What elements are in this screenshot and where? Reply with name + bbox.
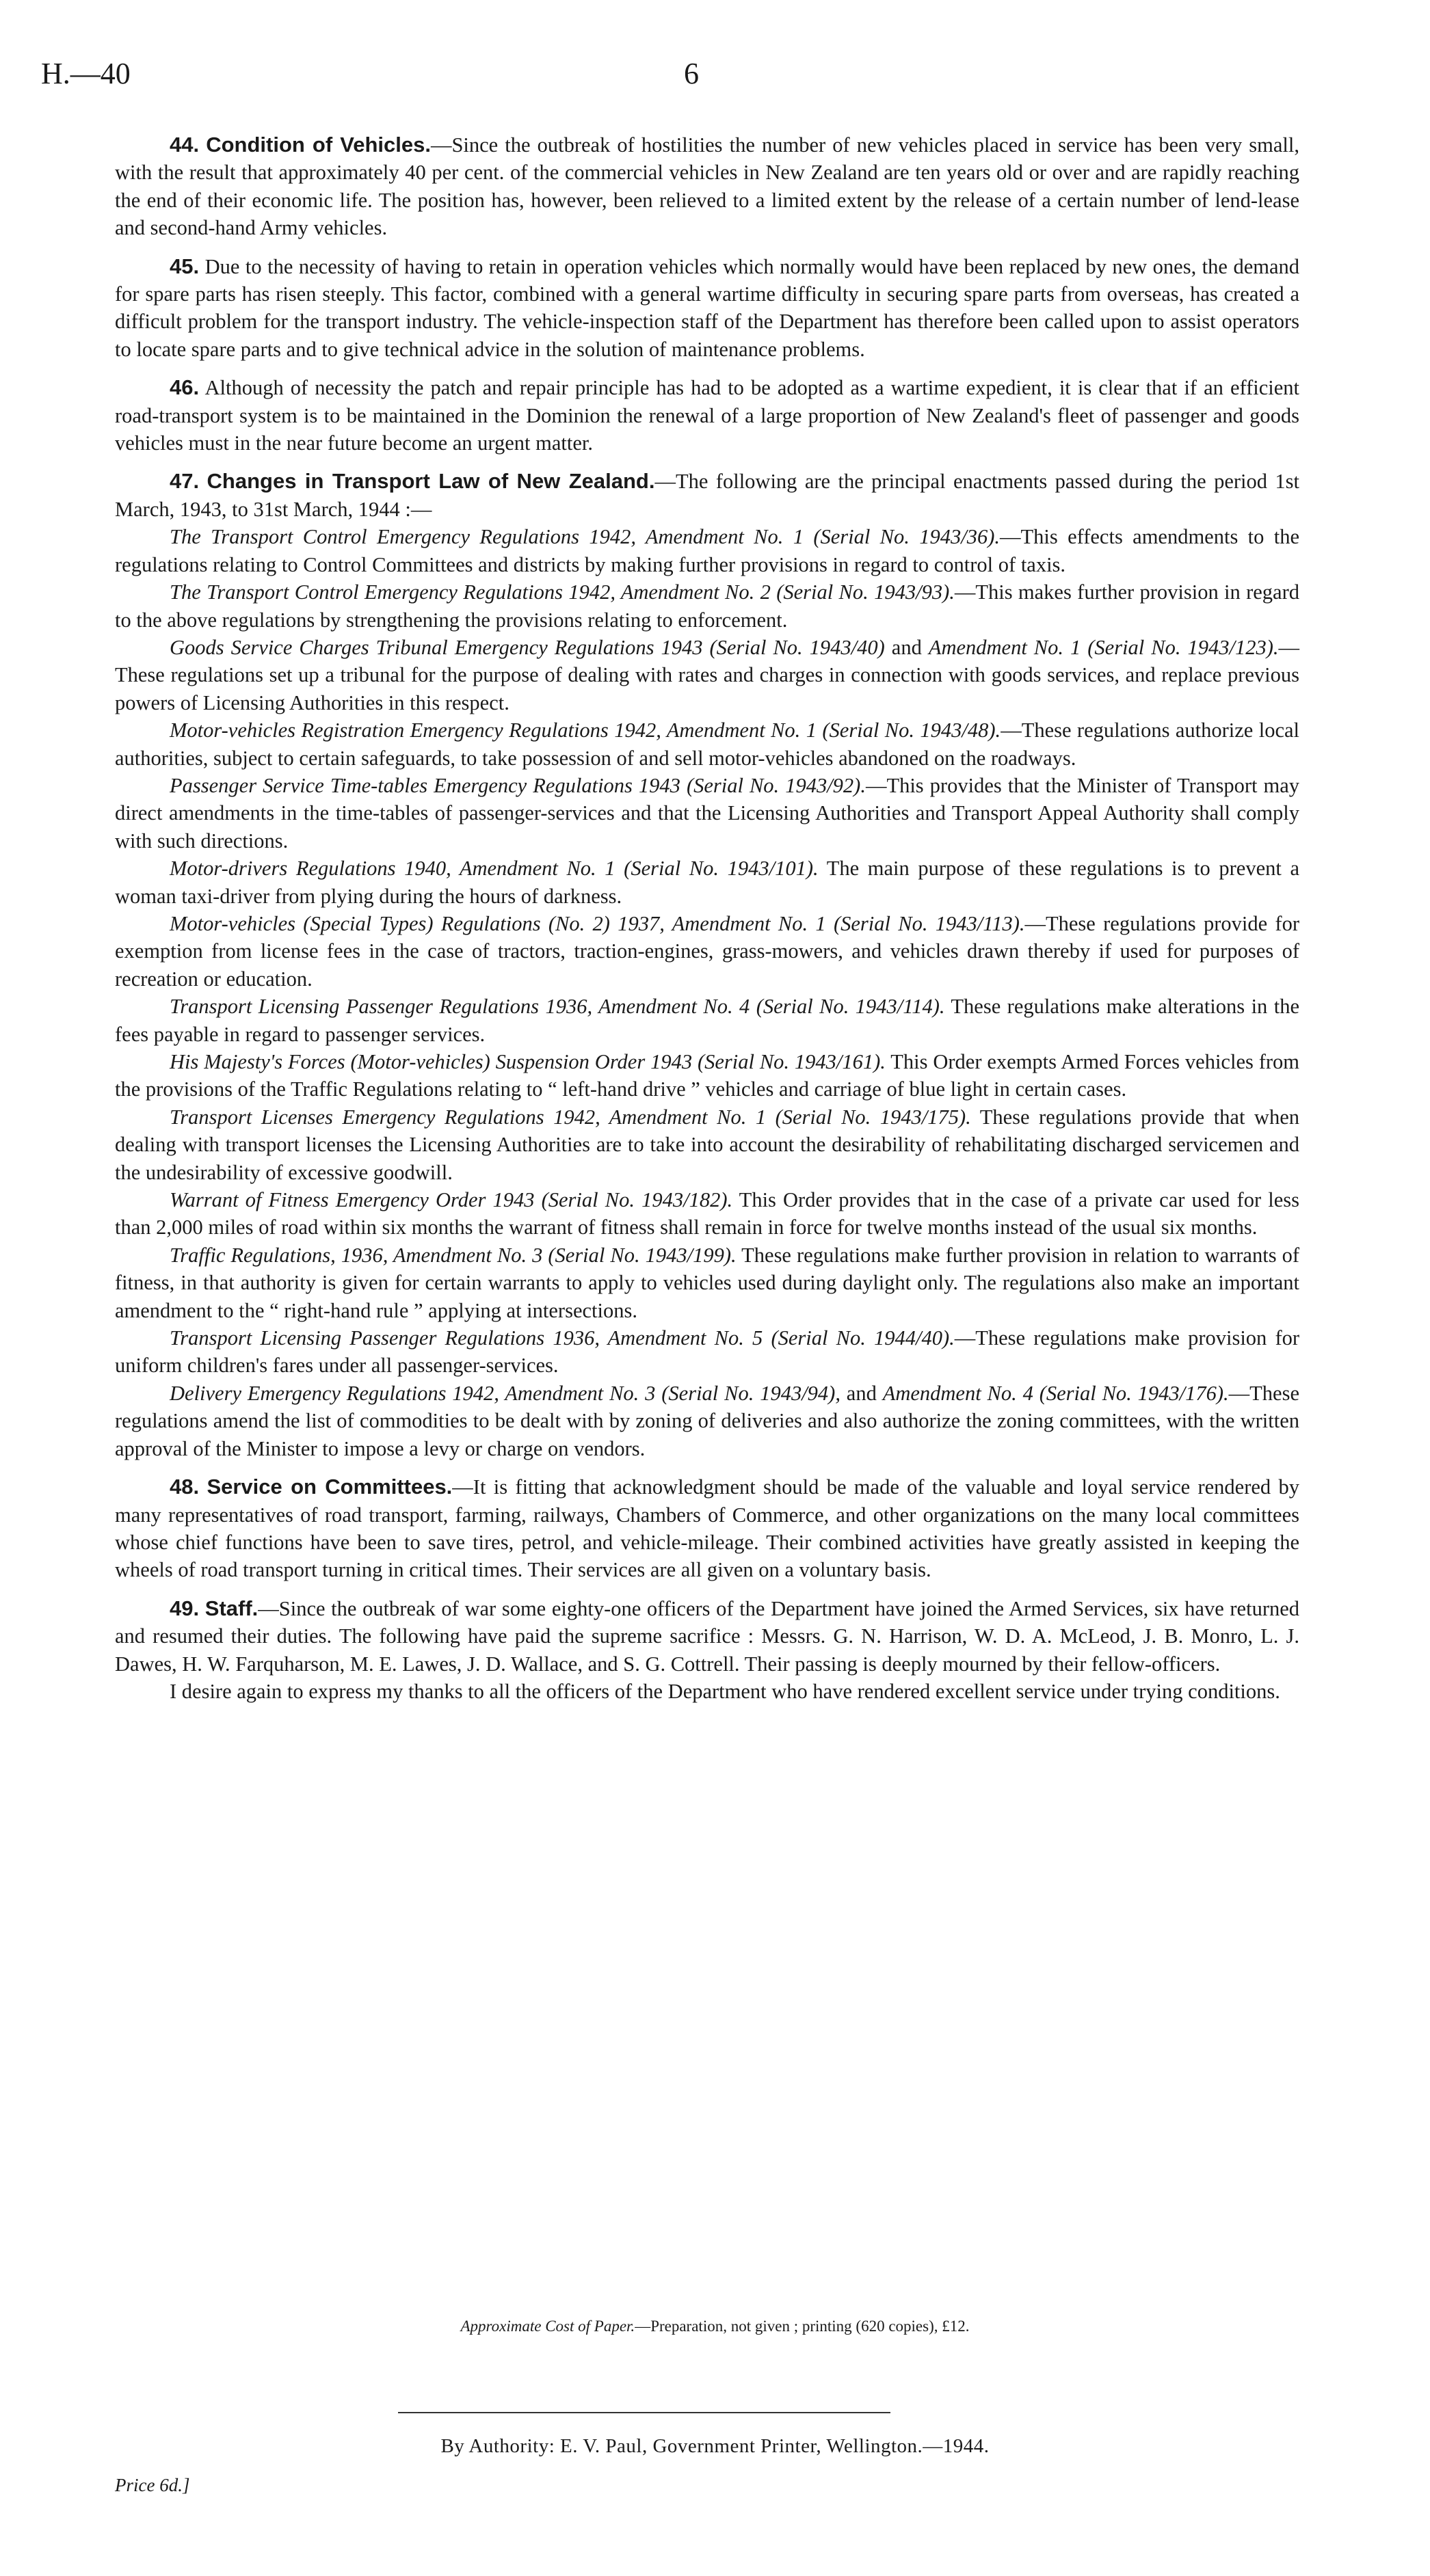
enactment-text: This Order provides that in the case of a private car used for less than 2,000 miles of road within six months the warrant of fitness shall remain in force for twelve months instead of the usual six months. (115, 1188, 1299, 1239)
enactment-text: This Order exempts Armed Forces vehicles from the provisions of the Traffic Regulations relating to “ left-hand drive ” vehicles and carriage of blue light in certain cases. (115, 1050, 1300, 1101)
paragraph-47 (115, 468, 1299, 523)
enactment-text: —This effects amendments to the regulations relating to Control Committees and districts by making further provisions in regard to control of taxis. (115, 525, 1299, 576)
enactment-text: —This makes further provision in regard to the above regulations by strengthening the provisions relating to enforcement. (115, 580, 1299, 632)
enactment-title: His Majesty's Forces (Motor-vehicles) Suspension Order 1943 (Serial No. 1943/161). (170, 1050, 886, 1073)
enactment-item (115, 1186, 1299, 1242)
enactment-title: The Transport Control Emergency Regulations 1942, Amendment No. 2 (Serial No. 1943/93). (170, 580, 955, 604)
cost-of-paper-note (0, 2318, 1430, 2335)
body-text (115, 131, 1299, 1705)
enactment-title: Motor-vehicles (Special Types) Regulations (No. 2) 1937, Amendment No. 1 (Serial No. 1943/113). (170, 911, 1025, 935)
enactment-title: Traffic Regulations, 1936, Amendment No. 3 (Serial No. 1943/199). (170, 1243, 737, 1267)
page-number: 6 (684, 57, 699, 90)
paragraph-number: 47. (170, 469, 200, 494)
enactment-item (115, 993, 1299, 1048)
paragraph-text: Although of necessity the patch and repair principle has had to be adopted as a wartime expedient, it is clear that if an efficient road-transport system is to be maintained in the Dominion the renewal of a large proportion of New Zealand's fleet of passenger and goods vehicles must in the near future become an urgent matter. (115, 376, 1299, 455)
document-reference: H.—40 (41, 57, 131, 90)
paragraph-text: —It is fitting that acknowledgment should be made of the valuable and loyal service rendered by many representatives of road transport, farming, railways, Chambers of Commerce, and other organizations on the many local committees whose chief functions have been to save tires, petrol, and vehicle-mileage. Their combined activities have greatly assisted in keeping the wheels of road transport turning in critical times. Their services are all given on a voluntary basis. (115, 1475, 1299, 1582)
paragraph-number: 45. (170, 254, 200, 278)
enactment-item (115, 1324, 1299, 1380)
enactment-text: These regulations make further provision in relation to warrants of fitness, in that authority is given for certain warrants to apply to vehicles used during daylight only. The regulations also make an important amendment to the “ right-hand rule ” applying at intersections. (115, 1243, 1299, 1322)
paragraph-heading: Changes in Transport Law of New Zealand. (207, 469, 655, 494)
paragraph-number: 48. (170, 1475, 200, 1499)
enactment-text: —These regulations provide for exemption from license fees in the case of tractors, traction-engines, grass-mowers, and vehicles drawn thereby if used for purposes of recreation or education. (115, 911, 1299, 991)
enactment-item (115, 523, 1299, 578)
paragraph-text: I desire again to express my thanks to all the officers of the Department who have rendered excellent service under trying conditions. (170, 1679, 1280, 1703)
paragraph-48 (115, 1473, 1299, 1584)
paragraph-text: —The following are the principal enactments passed during the period 1st March, 1943, to 31st March, 1944 :— (115, 470, 1300, 521)
paragraph-number: 46. (170, 375, 200, 400)
enactment-text: —These regulations authorize local authorities, subject to certain safeguards, to take possession of and sell motor-vehicles abandoned on the roadways. (115, 719, 1300, 770)
closing-statement (115, 1678, 1299, 1705)
enactment-title: Delivery Emergency Regulations 1942, Amendment No. 3 (Serial No. 1943/94), (170, 1381, 840, 1405)
enactment-text: —These regulations amend the list of commodities to be dealt with by zoning of deliveries and also authorize the zoning committees, with the written approval of the Minister to impose a levy or charge on vendors. (115, 1381, 1299, 1460)
enactment-title: Motor-drivers Regulations 1940, Amendment No. 1 (Serial No. 1943/101). (170, 857, 819, 881)
enactment-item (115, 1242, 1299, 1324)
enactment-item (115, 772, 1299, 855)
enactment-conjunction: and (884, 635, 929, 659)
enactment-text: —This provides that the Minister of Transport may direct amendments in the time-tables of passenger-services and that the Licensing Authorities and Transport Appeal Authority shall comply with such directions. (115, 773, 1300, 853)
cost-label: Approximate Cost of Paper. (460, 2318, 635, 2335)
cost-text: —Preparation, not given ; printing (620 copies), £12. (635, 2318, 970, 2335)
printer-authority-line: By Authority: E. V. Paul, Government Printer, Wellington.—1944. (440, 2435, 990, 2457)
paragraph-heading: Condition of Vehicles. (206, 133, 431, 157)
enactment-item (115, 1380, 1299, 1462)
divider-rule (398, 2412, 890, 2413)
enactment-title-secondary: Amendment No. 4 (Serial No. 1943/176). (882, 1381, 1229, 1405)
enactment-item (115, 634, 1299, 716)
enactment-item (115, 910, 1299, 993)
enactment-title: Transport Licenses Emergency Regulations 1942, Amendment No. 1 (Serial No. 1943/175). (170, 1105, 971, 1129)
paragraph-49 (115, 1595, 1299, 1678)
paragraph-46 (115, 374, 1299, 457)
enactment-title: Motor-vehicles Registration Emergency Regulations 1942, Amendment No. 1 (Serial No. 1943/48). (170, 719, 1001, 742)
enactment-item (115, 716, 1299, 772)
price-note: Price 6d.] (115, 2475, 190, 2495)
paragraph-text: —Since the outbreak of war some eighty-one officers of the Department have joined the Armed Services, six have returned and resumed their duties. The following have paid the supreme sacrifice : Messrs. G. N. Harrison, W. D. A. McLeod, J. B. Monro, L. J. Dawes, H. W. Farquharson, M. E. Lawes, J. D. Wallace, and S. G. Cottrell. Their passing is deeply mourned by their fellow-officers. (115, 1596, 1300, 1676)
paragraph-number: 44. (170, 133, 200, 157)
paragraph-text: Due to the necessity of having to retain in operation vehicles which normally would have been replaced by new ones, the demand for spare parts has risen steeply. This factor, combined with a general wartime difficulty in securing spare parts from overseas, has created a difficult problem for the transport industry. The vehicle-inspection staff of the Department has therefore been called upon to assist operators to locate spare parts and to give technical advice in the solution of maintenance problems. (115, 254, 1299, 361)
paragraph-45 (115, 253, 1299, 364)
enactment-title: Warrant of Fitness Emergency Order 1943 (Serial No. 1943/182). (170, 1188, 733, 1212)
paragraph-heading: Service on Committees. (207, 1475, 453, 1499)
enactment-title: Transport Licensing Passenger Regulations 1936, Amendment No. 5 (Serial No. 1944/40). (170, 1326, 955, 1350)
paragraph-heading: Staff. (204, 1596, 259, 1620)
paragraph-number: 49. (170, 1596, 200, 1620)
enactment-text: —These regulations make provision for uniform children's fares under all passenger-services. (115, 1326, 1300, 1378)
enactment-conjunction: and (840, 1381, 883, 1405)
enactment-item (115, 855, 1299, 910)
enactment-text: —These regulations set up a tribunal for the purpose of dealing with rates and charges in connection with goods services, and replace previous powers of Licensing Authorities in this respect. (115, 635, 1299, 714)
enactment-item (115, 1103, 1299, 1186)
paragraph-text: —Since the outbreak of hostilities the number of new vehicles placed in service has been very small, with the result that approximately 40 per cent. of the commercial vehicles in New Zealand are ten years old or over and are rapidly reaching the end of their economic life. The position has, however, been relieved to a limited extent by the release of a certain number of lend-lease and second-hand Army vehicles. (115, 133, 1299, 240)
enactment-title-secondary: Amendment No. 1 (Serial No. 1943/123). (928, 635, 1279, 659)
enactment-text: These regulations make alterations in the fees payable in regard to passenger services. (115, 995, 1299, 1046)
enactment-item (115, 578, 1299, 634)
enactment-title: The Transport Control Emergency Regulations 1942, Amendment No. 1 (Serial No. 1943/36). (170, 525, 1001, 549)
enactment-text: The main purpose of these regulations is to prevent a woman taxi-driver from plying during the hours of darkness. (115, 857, 1299, 908)
enactment-title: Goods Service Charges Tribunal Emergency Regulations 1943 (Serial No. 1943/40) (170, 635, 885, 659)
enactment-title: Transport Licensing Passenger Regulations 1936, Amendment No. 4 (Serial No. 1943/114). (170, 995, 945, 1019)
enactment-item (115, 1048, 1299, 1103)
enactment-title: Passenger Service Time-tables Emergency Regulations 1943 (Serial No. 1943/92). (170, 773, 866, 797)
page-header (41, 56, 1286, 97)
enactment-text: These regulations provide that when dealing with transport licenses the Licensing Authorities are to take into account the desirability of rehabilitating discharged servicemen and the undesirability of excessive goodwill. (115, 1105, 1299, 1184)
paragraph-44 (115, 131, 1299, 242)
